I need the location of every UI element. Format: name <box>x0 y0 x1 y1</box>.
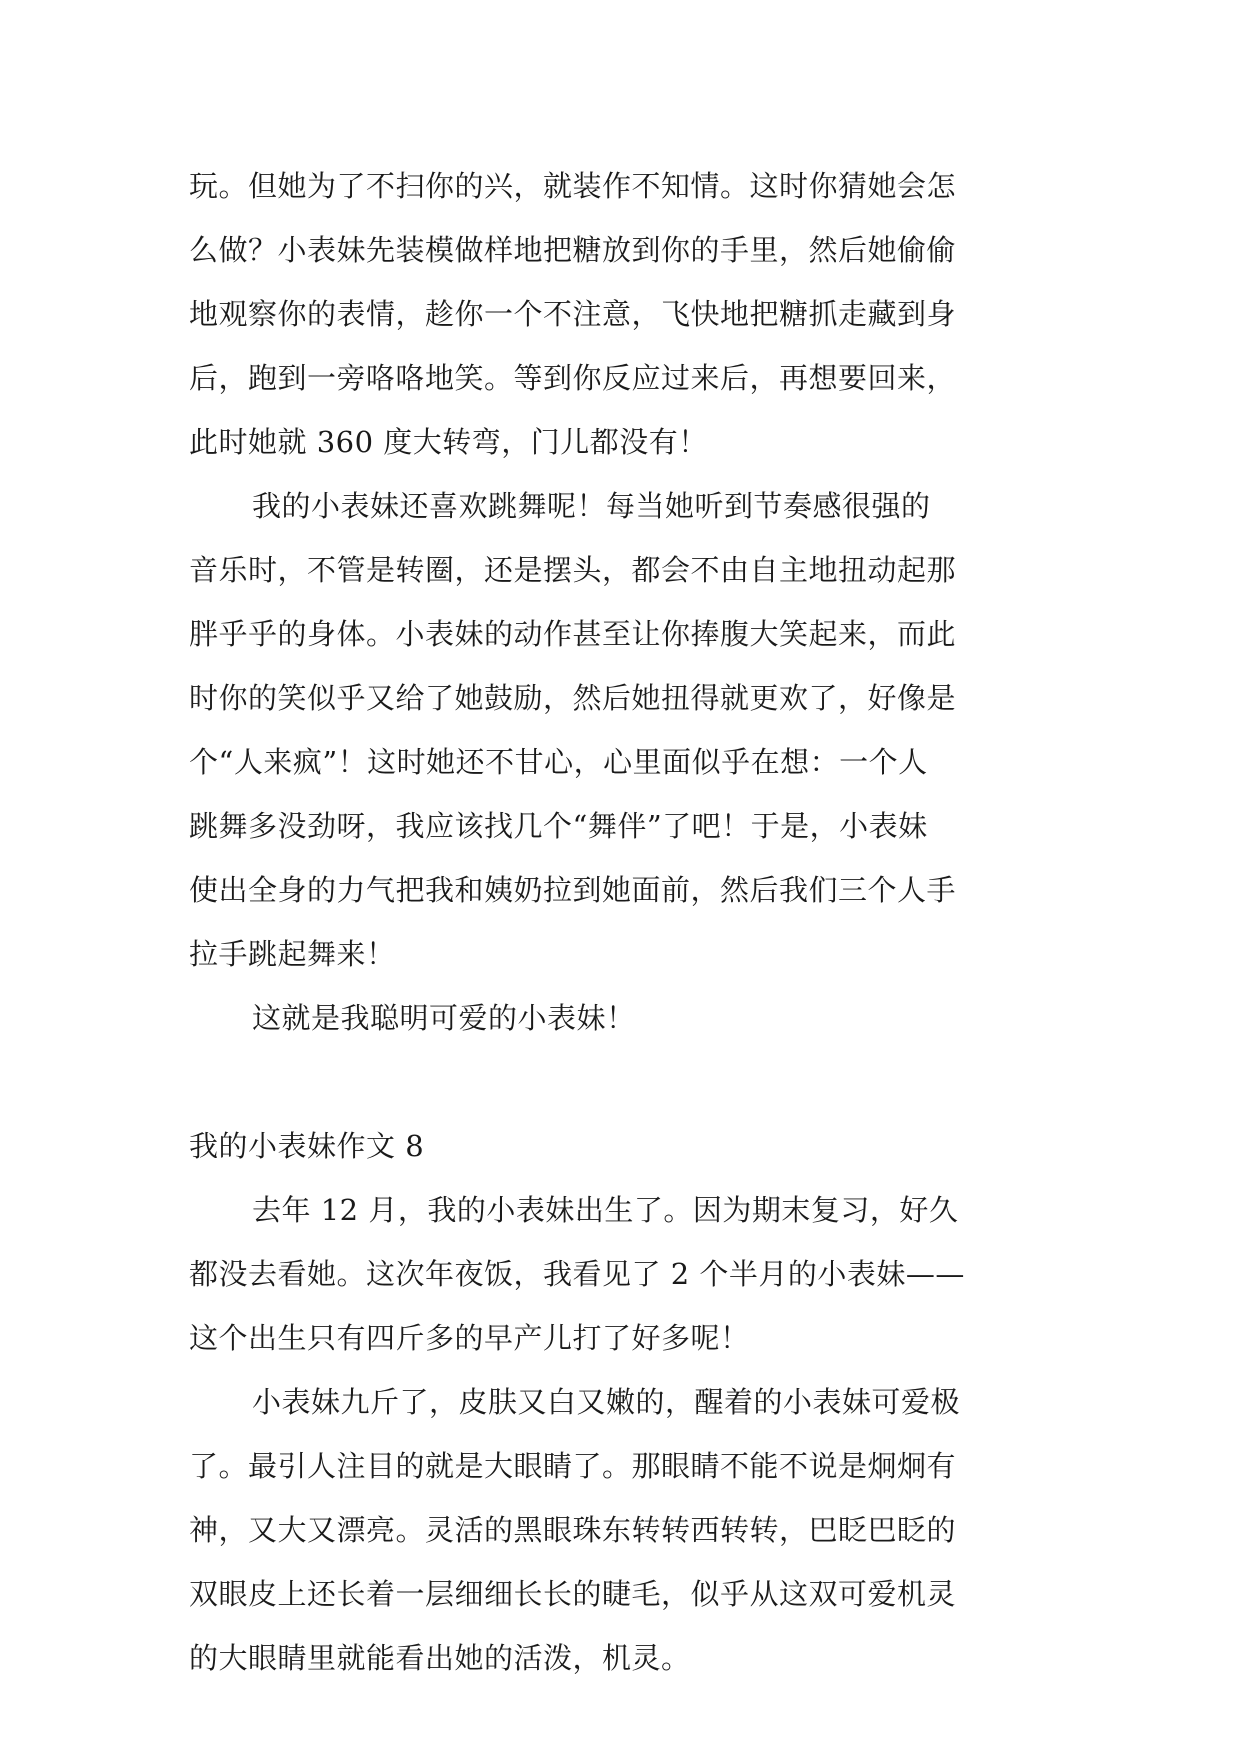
text-line: 了。最引人注目的就是大眼睛了。那眼睛不能不说是炯炯有 <box>189 1449 957 1483</box>
text-line: 小表妹九斤了，皮肤又白又嫩的，醒着的小表妹可爱极 <box>252 1385 961 1419</box>
text-line: 时你的笑似乎又给了她鼓励，然后她扭得就更欢了，好像是 <box>189 681 957 715</box>
text-line: 这就是我聪明可爱的小表妹！ <box>252 1001 636 1035</box>
text-line: 都没去看她。这次年夜饭，我看见了 2 个半月的小表妹—— <box>189 1257 965 1291</box>
text-line: 神，又大又漂亮。灵活的黑眼珠东转转西转转，巴眨巴眨的 <box>189 1513 957 1547</box>
text-line: 胖乎乎的身体。小表妹的动作甚至让你捧腹大笑起来，而此 <box>189 617 957 651</box>
text-line: 我的小表妹还喜欢跳舞呢！每当她听到节奏感很强的 <box>252 489 931 523</box>
text-line: 个“人来疯”！这时她还不甘心，心里面似乎在想：一个人 <box>189 745 928 779</box>
text-line: 么做？小表妹先装模做样地把糖放到你的手里，然后她偷偷 <box>189 233 957 267</box>
text-line: 拉手跳起舞来！ <box>189 937 396 971</box>
text-line: 音乐时，不管是转圈，还是摆头，都会不由自主地扭动起那 <box>189 553 957 587</box>
text-line: 地观察你的表情，趁你一个不注意，飞快地把糖抓走藏到身 <box>189 297 957 331</box>
text-line: 跳舞多没劲呀，我应该找几个“舞伴”了吧！于是，小表妹 <box>189 809 928 843</box>
text-line: 双眼皮上还长着一层细细长长的睫毛，似乎从这双可爱机灵 <box>189 1577 957 1611</box>
text-line: 的大眼睛里就能看出她的活泼，机灵。 <box>189 1641 691 1675</box>
text-line: 这个出生只有四斤多的早产儿打了好多呢！ <box>189 1321 750 1355</box>
text-line: 此时她就 360 度大转弯，门儿都没有！ <box>189 425 708 459</box>
heading-line: 我的小表妹作文 8 <box>189 1129 425 1163</box>
text-line: 使出全身的力气把我和姨奶拉到她面前，然后我们三个人手 <box>189 873 957 907</box>
text-line: 玩。但她为了不扫你的兴，就装作不知情。这时你猜她会怎 <box>189 169 957 203</box>
text-line: 后，跑到一旁咯咯地笑。等到你反应过来后，再想要回来， <box>189 361 957 395</box>
text-line: 去年 12 月，我的小表妹出生了。因为期末复习，好久 <box>252 1193 959 1227</box>
